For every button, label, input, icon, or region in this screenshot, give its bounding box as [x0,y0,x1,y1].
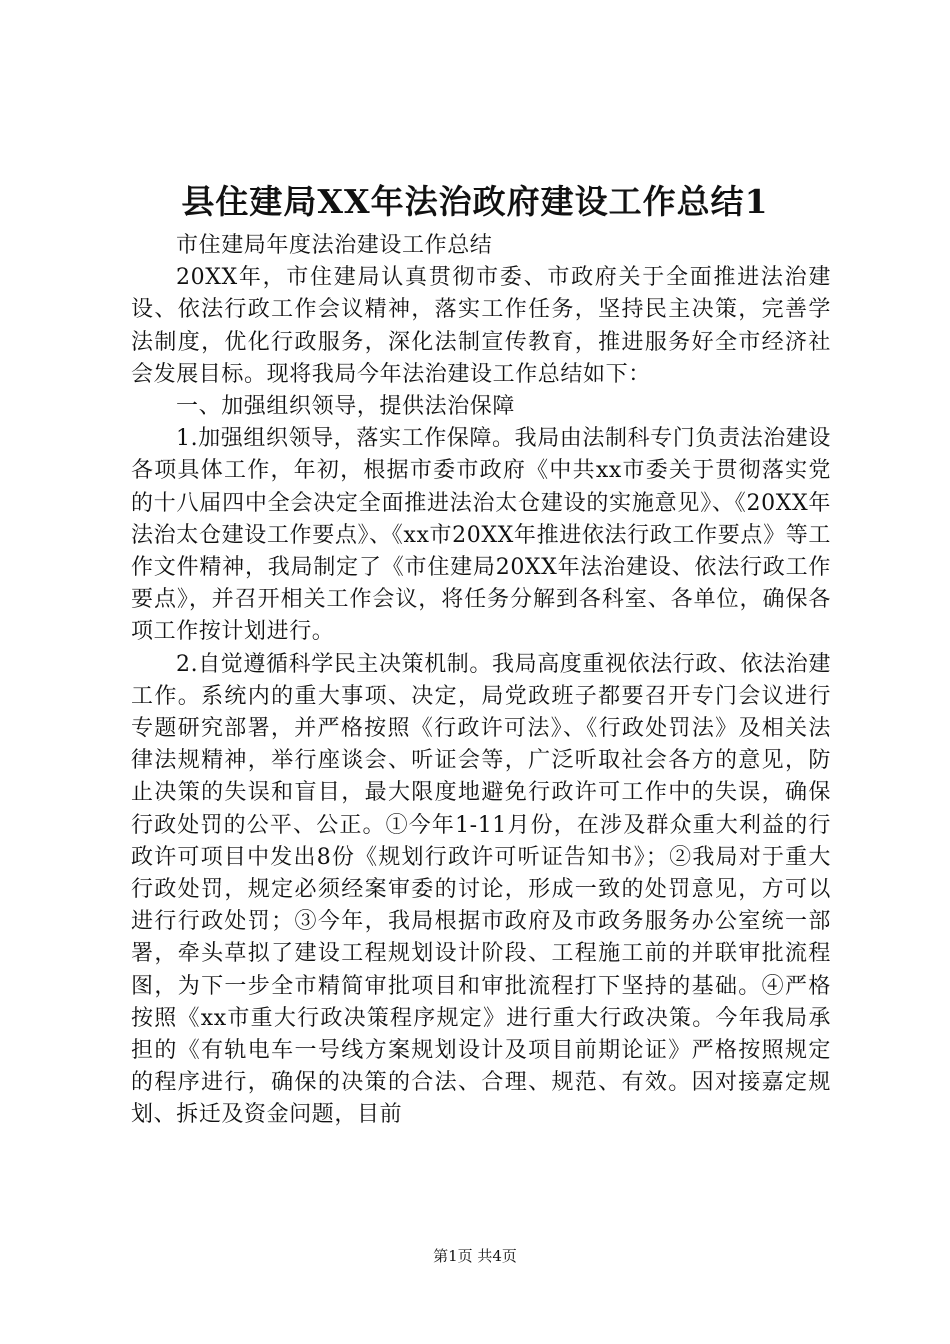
paragraph-subtitle: 市住建局年度法治建设工作总结 [176,233,493,258]
page-number-footer: 第1页 共4页 [433,1247,517,1265]
document-title: 县住建局XX年法治政府建设工作总结1 [181,182,769,221]
paragraph-item-2: 2.自觉遵循科学民主决策机制。我局高度重视依法行政、依法治建工作。系统内的重大事项、决定，局党政班子都要召开专门会议进行专题研究部署，并严格按照《行政许可法》、《行政处罚法》及相关法律法规精神，举行座谈会、听证会等，广泛听取社会各方的意见，防止决策的失误和盲目，最大限度地避免行政许可工作中的失误，确保行政处罚的公平、公正。①今年1-11月份，在涉及群众重大利益的行政许可项目中发出8份《规划行政许可听证告知书》；②我局对于重大行政处罚，规定必须经案审委的讨论，形成一致的处罚意见，方可以进行行政处罚；③今年，我局根据市政府及市政务服务办公室统一部署，牵头草拟了建设工程规划设计阶段、工程施工前的并联审批流程图，为下一步全市精简审批项目和审批流程打下坚持的基础。④严格按照《xx市重大行政决策程序规定》进行重大行政决策。今年我局承担的《有轨电车一号线方案规划设计及项目前期论证》严格按照规定的程序进行，确保的决策的合法、合理、规范、有效。因对接嘉定规划、拆迁及资金问题，目前 [131,651,831,1128]
section-heading: 一、加强组织领导，提供法治保障 [176,394,516,420]
document-body [131,230,831,1132]
paragraph-item-1: 1.加强组织领导，落实工作保障。我局由法制科专门负责法治建设各项具体工作，年初，根据市委市政府《中共xx市委关于贯彻落实党的十八届四中全会决定全面推进法治太仓建设的实施意见》、《20XX年法治太仓建设工作要点》、《xx市20XX年推进依法行政工作要点》等工作文件精神，我局制定了《市住建局20XX年法治建设、依法行政工作要点》，并召开相关工作会议，将任务分解到各科室、各单位，确保各项工作按计划进行。 [131,426,831,645]
paragraph-intro: 20XX年，市住建局认真贯彻市委、市政府关于全面推进法治建设、依法行政工作会议精神，落实工作任务，坚持民主决策，完善学法制度，优化行政服务，深化法制宣传教育，推进服务好全市经济社会发展目标。现将我局今年法治建设工作总结如下： [131,265,831,387]
